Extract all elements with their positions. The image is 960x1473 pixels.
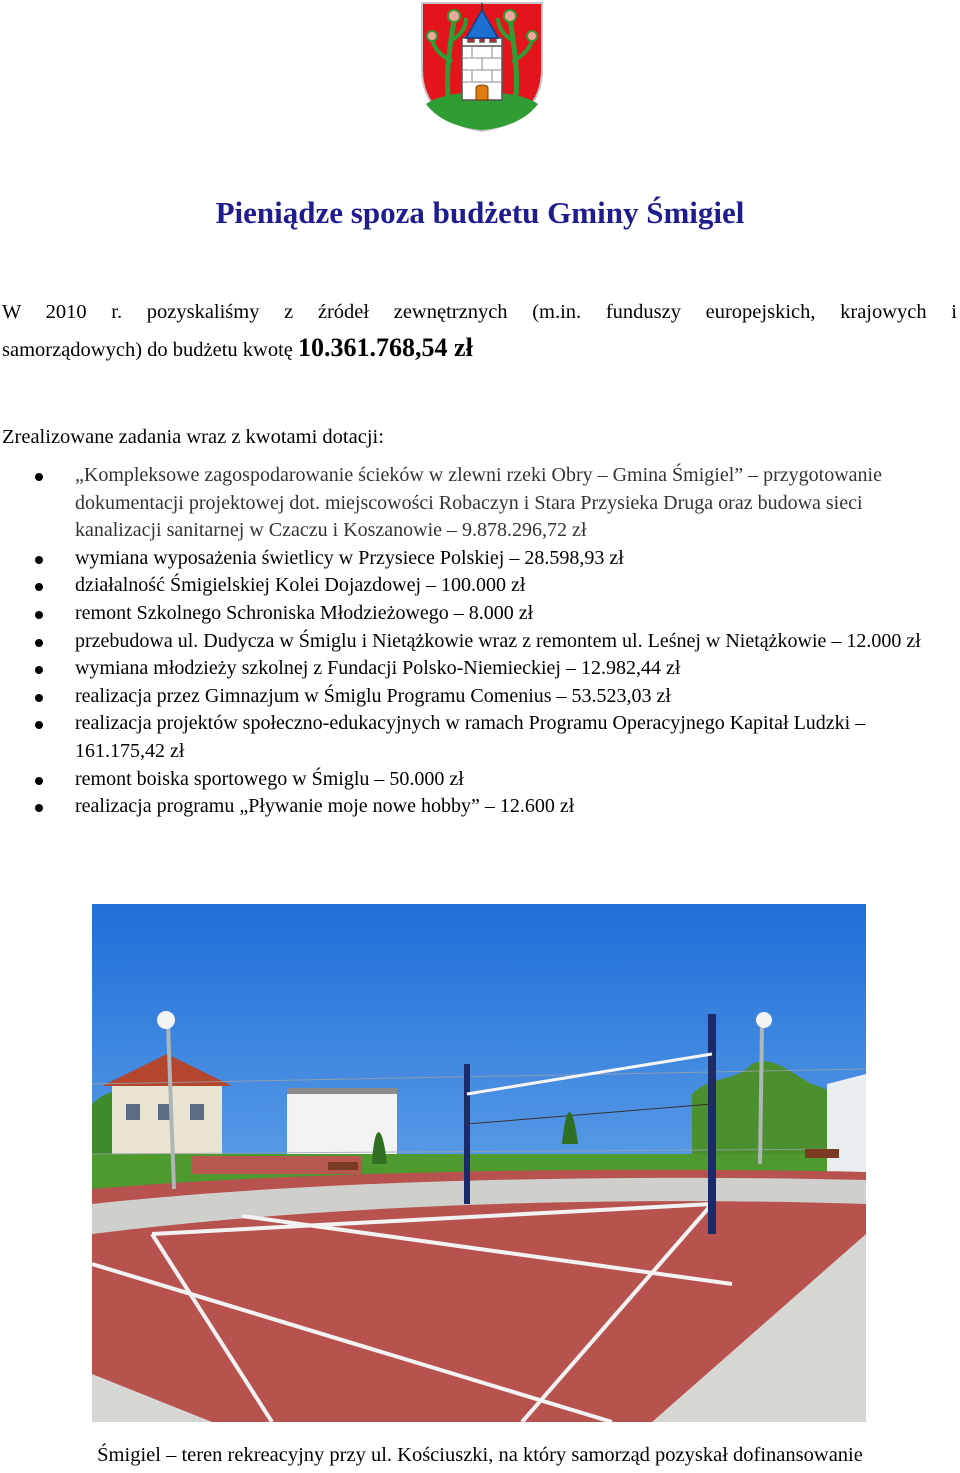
list-item: działalność Śmigielskiej Kolei Dojazdowej – 100.000 zł <box>0 572 950 600</box>
list-item: remont Szkolnego Schroniska Młodzieżowego – 8.000 zł <box>0 600 950 628</box>
list-item: wymiana młodzieży szkolnej z Fundacji Polsko-Niemieckiej – 12.982,44 zł <box>0 655 950 683</box>
photo-caption: Śmigiel – teren rekreacyjny przy ul. Kościuszki, na który samorząd pozyskał dofinansowanie <box>97 1444 863 1466</box>
list-item: realizacja przez Gimnazjum w Śmiglu Programu Comenius – 53.523,03 zł <box>0 683 950 711</box>
intro-paragraph <box>2 294 957 368</box>
coat-of-arms-logo <box>418 0 546 132</box>
tasks-heading: Zrealizowane zadania wraz z kwotami dotacji: <box>2 426 384 448</box>
list-item: realizacja projektów społeczno-edukacyjnych w ramach Programu Operacyjnego Kapitał Ludzki – 161.175,42 zł <box>0 710 950 765</box>
tasks-list <box>0 462 950 821</box>
page-title: Pieniądze spoza budżetu Gminy Śmigiel <box>215 195 745 230</box>
intro-line-2: samorządowych) do budżetu kwotę <box>2 339 293 361</box>
recreation-area-photo <box>92 904 866 1422</box>
intro-line-1: W 2010 r. pozyskaliśmy z źródeł zewnętrznych (m.in. funduszy europejskich, krajowych i <box>2 301 957 323</box>
total-amount: 10.361.768,54 zł <box>298 333 473 362</box>
list-item: przebudowa ul. Dudycza w Śmiglu i Nietążkowie wraz z remontem ul. Leśnej w Nietążkowie – 12.000 zł <box>0 628 950 656</box>
list-item: realizacja programu „Pływanie moje nowe hobby” – 12.600 zł <box>0 793 950 821</box>
list-item: „Kompleksowe zagospodarowanie ścieków w zlewni rzeki Obry – Gmina Śmigiel” – przygotowanie dokumentacji projektowej dot. miejscowości Robaczyn i Stara Przysieka Druga oraz budowa sieci kanalizacji sanitarnej w Czaczu i Koszanowie – 9.878.296,72 zł <box>0 462 950 545</box>
list-item: wymiana wyposażenia świetlicy w Przysiece Polskiej – 28.598,93 zł <box>0 545 950 573</box>
list-item: remont boiska sportowego w Śmiglu – 50.000 zł <box>0 766 950 794</box>
